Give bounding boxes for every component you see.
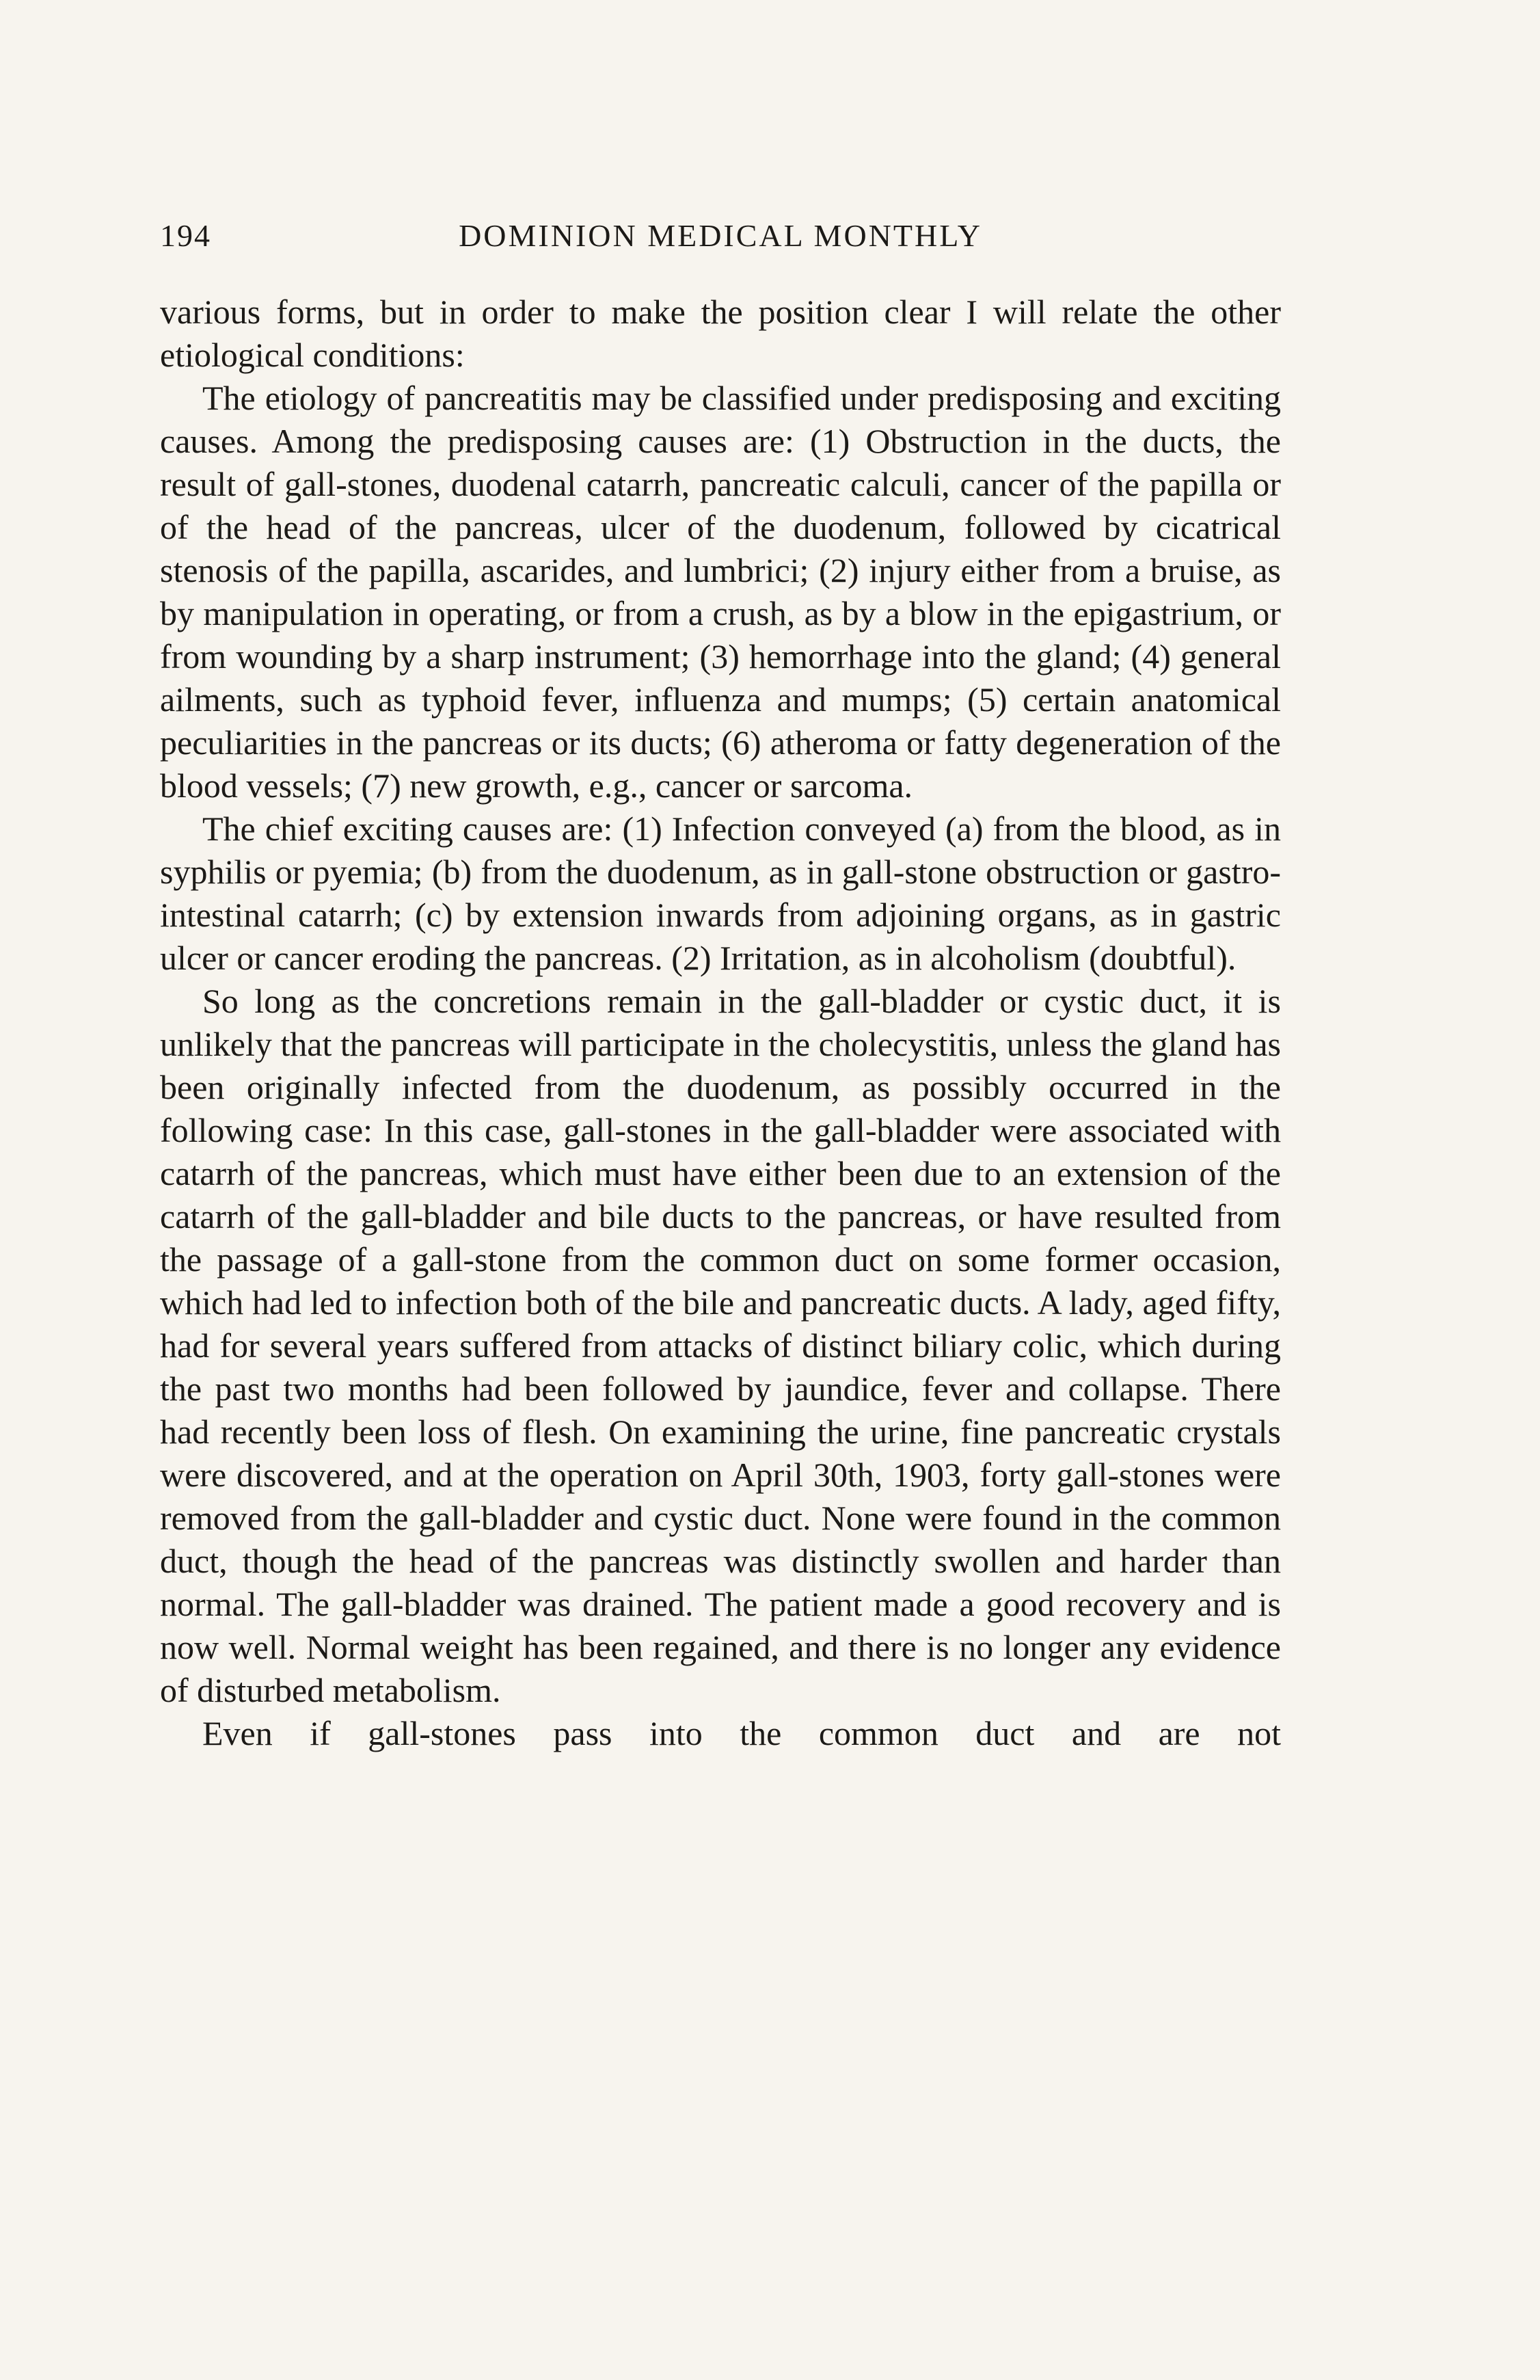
paragraph: Even if gall-stones pass into the common duct and are not: [202, 1714, 1281, 1752]
page-header: [160, 217, 1281, 258]
body-text: [160, 291, 1281, 1755]
paragraph: So long as the concretions remain in the gall-bladder or cystic duct, it is unlikely that the pancreas will participate in the cholecystitis, unless the gland has been originally infected from the duodenum, as possibly occurred in the following case: In this case, gall-stones in the gall-bladder were associated with catarrh of the pancreas, which must have either been due to an extension of the catarrh of the gall-bladder and bile ducts to the pancreas, or have resulted from the passage of a gall-stone from the common duct on some former occasion, which had led to infection both of the bile and pancreatic ducts. A lady, aged fifty, had for several years suffered from attacks of distinct biliary colic, which during the past two months had been followed by jaundice, fever and collapse. There had recently been loss of flesh. On examining the urine, fine pancreatic crystals were discovered, and at the operation on April 30th, 1903, forty gall-stones were removed from the gall-bladder and cystic duct. None were found in the common duct, though the head of the pancreas was distinctly swollen and harder than normal. The gall-bladder was drained. The patient made a good recovery and is now well. Normal weight has been regained, and there is no longer any evidence of disturbed metabolism.: [160, 982, 1281, 1709]
running-title: DOMINION MEDICAL MONTHLY: [459, 218, 982, 253]
paragraph: The etiology of pancreatitis may be classified under predisposing and exciting causes. Among the predisposing causes are: (1) Obstruction in the ducts, the result of gall-stones, duodenal catarrh, pancreatic calculi, cancer of the papilla or of the head of the pancreas, ulcer of the duodenum, followed by cicatrical stenosis of the papilla, ascarides, and lumbrici; (2) injury either from a bruise, as by manipulation in operating, or from a crush, as by a blow in the epigastrium, or from wounding by a sharp instrument; (3) hemorrhage into the gland; (4) general ailments, such as typhoid fever, influenza and mumps; (5) certain anatomical peculiarities in the pancreas or its ducts; (6) atheroma or fatty degeneration of the blood vessels; (7) new growth, e.g., cancer or sarcoma.: [160, 379, 1281, 805]
paragraph: various forms, but in order to make the position clear I will relate the other etiological conditions:: [160, 293, 1281, 374]
page-number: 194: [160, 218, 211, 253]
paragraph: The chief exciting causes are: (1) Infection conveyed (a) from the blood, as in syphilis or pyemia; (b) from the duodenum, as in gall-stone obstruction or gastro-intestinal catarrh; (c) by extension inwards from adjoining organs, as in gastric ulcer or cancer eroding the pancreas. (2) Irritation, as in alcoholism (doubtful).: [160, 810, 1281, 977]
